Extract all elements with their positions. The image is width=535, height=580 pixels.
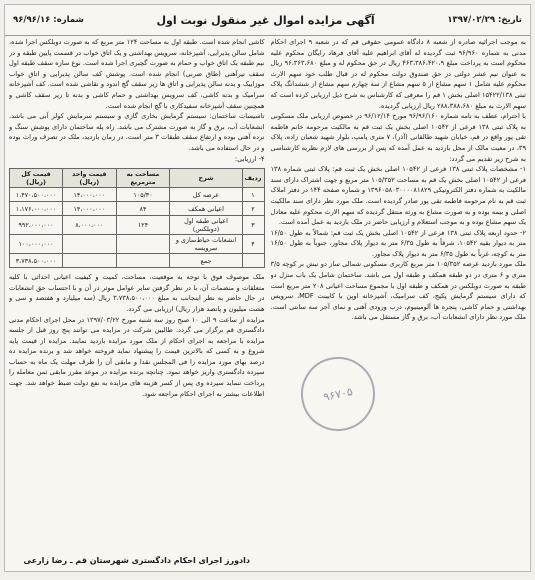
table-cell: ۱۴،۰۰۰،۰۰۰	[63, 188, 117, 202]
table-cell: ۳،۷۳۸،۵۰۰،۰۰۰	[10, 254, 63, 268]
column-header: مساحت به مترمربع	[116, 169, 170, 188]
table-cell: انشعابات حیاط‌سازی و سرویسه	[170, 235, 242, 254]
table-cell	[63, 254, 117, 268]
paragraph: کاشی انجام شده است. طبقه اول به مساحت ۱۲۴ متر مربع که به صورت دوبلکس اجرا شده، شامل سالن پذیرایی، آشپزخانه، سرویس بهداشتی و یک اتاق خواب در قسمت پایین طبقه و در نیم طبقه یک اتاق خواب و حمام به صورت گچبری اجرا شده است. نوع سازه سقف طبقه اول سقف تیرآهنی (طاق ضربی) انجام شده است. پوشش کف سالن پذیرایی و اتاق خواب موزاییک و بدنه سالن پذیرایی و اتاق ها زیر سقف گچ اندود و نقاشی شده است. کف آشپزخانه سرامیک و بدنه کاشی، کف سرویس بهداشتی و حمام کاشی و بدنه تا زیر سقف کاشی و همچنین سقف آشپزخانه سفیدکاری با گچ انجام شده است.	[9, 38, 265, 110]
table-row	[10, 216, 265, 235]
paragraph: ملک مورد بازدید عرصه ۱۰۵/۳۵۲ متر مربع کاربری مسکونی شمالی ساز دو نبش بر کوچه ۳/۵ متری و ۶ متری در دو طبقه همکف و طبقه اول می باشد. ساختمان شامل یک باب منزل دو طبقه به صورت دوبلکس در همکف و طبقه اول با مجموع مساحت اعیانی ۲۰۸ متر مربع است که دارای سیستم گرمایش پکیج، کف سرامیک، آشپزخانه اوپن با کابینت MDF، سرویس بهداشتی و حمام کاشی، پنجره ها آلومینیوم، درب ورودی آهنی و نمای آجر سه سانتی است. ملک مورد نظر دارای انشعابات آب، برق و گاز مستقل می باشد.	[270, 260, 526, 322]
appraisal-heading: ۴- ارزیابی:	[234, 154, 265, 163]
table-cell: ۱،۴۷۰،۵۰۰،۰۰۰	[10, 188, 63, 202]
table-row	[10, 235, 265, 254]
paragraph: تاسیسات ساختمان: سیستم گرمایش بخاری گازی و سیستم سرمایش کولر آبی می باشد. انشعابات آب، برق و گاز به صورت مشترک می باشد. راه پله ساختمان دارای پوشش سنگ و نرده آهنی بوده و ارتفاع سقف طبقات ۳ متر است. در زمان بازدید، ملک در تصرف وراث بوده و در حال استفاده می باشد.	[9, 112, 265, 152]
right-column	[271, 37, 527, 567]
paragraph: ملک موصوف فوق با توجه به موقعیت، مساحت، کمیت و کیفیت اعیانی احداثی با کلیه متعلقات و منضمات آن، با در نظر گرفتن سایر عوامل موثر در آن و با احتساب حق انشعابات در حال حاضر به نظر اینجانب به مبلغ ۳،۷۳۸،۵۰۰،۰۰۰ ریال (سه میلیارد و هفتصد و سی و هشت میلیون و پانصد هزار ریال) ارزیابی می گردد.	[9, 273, 265, 313]
official-stamp: ۹۶۷۰۵	[294, 350, 382, 438]
paragraph: با احترام، عطف به نامه شماره ۹۶/۹۶/۱۶۰ مورخ ۹۶/۱۲/۱۴ در خصوص ارزیابی ملک مسکونی به پلاک ثبتی ۱۳۸ فرعی از ۱۰۵۴۲ اصلی بخش یک ثبت قم به مالکیت مرحومه خانم فاطمه تقی پور واقع در قم، خیابان شهید طالقانی (آذر)، ۷ متری پامپ، بلوار شهید شعبان زاده، پلاک ۳۹، در معیت مالک از محل بازدید به عمل آمده که پس از بررسی های لازم نظریه کارشناسی به شرح زیر تقدیم می گردد:	[270, 112, 526, 163]
table-cell: ۲	[242, 202, 264, 216]
column-header: شرح	[170, 169, 242, 188]
table-cell: ۱	[242, 188, 264, 202]
column-header: قیمت واحد (ریال)	[63, 169, 117, 188]
paragraph: مزایده از ساعت ۹ الی ۱۰ صبح روز سه شنبه مورخ ۱۳۹۷/۰۳/۲۲ در محل اجرای احکام مدنی دادگستری قم برگزار می گردد. طالبین شرکت در مزایده می توانند پنج روز قبل از جلسه مزایده با مراجعه به اجرای احکام از ملک مورد مزایده بازدید نمایند. مزایده از قیمت پایه شروع و به کسی که بالاترین قیمت را پیشنهاد نماید فروخته خواهد شد و برنده مزایده ده درصد بهای مورد مزایده را فی المجلس نقدا و مابقی آن را ظرف مهلت یک ماه به حساب سپرده دادگستری واریز خواهد نمود. چنانچه برنده مزایده در موعد مقرر مابقی ثمن معامله را پرداخت ننماید سپرده وی پس از کسر هزینه های مزایده به نفع دولت ضبط خواهد شد. جهت اطلاعات بیشتر به اجرای احکام مراجعه شود.	[9, 315, 265, 398]
column-header: قیمت کل (ریال)	[10, 169, 63, 188]
table-cell	[63, 235, 117, 254]
left-column-text-bottom	[9, 272, 265, 399]
table-cell: ۱۴،۰۰۰،۰۰۰	[63, 202, 117, 216]
table-cell	[116, 254, 170, 268]
table-row	[10, 188, 265, 202]
table-cell: جمع	[170, 254, 242, 268]
column-header: ردیف	[242, 169, 264, 188]
notice-title: آگهی مزایده اموال غیر منقول نوبت اول	[156, 13, 375, 27]
notice-date: تاریخ: ۱۳۹۷/۰۲/۲۹	[447, 15, 522, 25]
paragraph: ۱- مشخصات پلاک ثبتی ۱۳۸ فرعی از ۱۰۵۴۲ اصلی بخش یک ثبت قم: پلاک ثبتی شماره ۱۳۸ فرعی از ۱۰۵۴۲ اصلی بخش یک قم به مساحت ۱۰۵/۳۵۲ متر مربع و جهت اشتراک دارای سند مالکیت به شماره دفتر الکترونیکی ۱۳۹۶۰۵۸۰۳۰۰۰۰۸۱۸۲۹ و شماره صفحه ۱۴۴ در دفتر املاک ثبت قم به نام مرحومه فاطمه تقی پور صادر گردیده است. ملک مورد نظر دارای سند مالکیت اصلی و بیمه بوده و به صورت مشاع به ورثه منتقل گردیده که سهم الارث محکوم علیه معادل یک سهم مشاع بوده و به موجب استعلام و ارزیابی حاضر در ملک بازدید به عمل آمده است.	[270, 165, 526, 227]
table-row	[10, 202, 265, 216]
left-column-text-top	[9, 37, 265, 164]
table-cell: ۸۴	[116, 202, 170, 216]
table-cell	[116, 235, 170, 254]
table-cell: ۴	[242, 235, 264, 254]
table-cell: اعیانی طبقه اول (دوبلکس)	[170, 216, 242, 235]
notice-columns	[9, 37, 526, 567]
appraisal-table	[9, 168, 265, 268]
paragraph: به موجب اجرائیه صادره از شعبه ۸ دادگاه عمومی حقوقی قم که در شعبه ۹ اجرای احکام مدنی به شماره ۹۶/۹۶۰ ثبت گردیده له آقای ابراهیم علیه آقای فرهاد رایگان محکوم علیه محکوم است به پرداخت مبلغ ۴۶۳،۳۸۶،۴۲۰،۹ ریال در حق محکوم له و مبلغ ۹۶،۳۶۳،۶۸۰ ریال به عنوان نیم عشر دولتی در حق صندوق دولت محکوم له در قبال طلب خود سهم الارث محکوم علیه شامل ۱ سهم مشاع از ۵ سهم مشاع از سه چهارم سهم مشاع از ششدانگ پلاک ثبتی ۱۵۴۲۲/۱۳۸ اصلی بخش ۱ قم را معرفی که کارشناس به شرح ذیل ارزیابی کرده است که سهم الارث به مبلغ ۲۸۸،۳۸۸،۶۸۰ ریال ارزیابی گردیده.	[270, 38, 526, 110]
table-cell: ۱،۱۷۶،۰۰۰،۰۰۰	[10, 202, 63, 216]
right-column-text	[271, 37, 527, 323]
table-cell: ۹۹۲،۰۰۰،۰۰۰	[10, 216, 63, 235]
table-cell: عرصه کل	[170, 188, 242, 202]
newspaper-notice	[4, 4, 531, 572]
signature-line: دادورز اجرای احکام دادگستری شهرستان قم ـ رضا زارعی	[23, 556, 250, 565]
notice-number: شماره: ۹۶/۹۶/۱۶	[13, 15, 84, 25]
paragraph: ۲- حدود اربعه پلاک ثبتی ۱۳۸ فرعی از ۱۰۵۴۲ اصلی بخش یک ثبت قم: شمالاً به طول ۱۶/۵۰ متر به دیوار بقیه ۱۰۵۴۲، شرقاً به طول ۶/۳۵ متر به دیوار پلاک مجاور، جنوباً به طول ۱۶/۵۰ متر به کوچه، غرباً به طول ۶/۳۵ متر به دیوار پلاک مجاور.	[270, 228, 526, 258]
table-header-row	[10, 169, 265, 188]
left-column	[9, 37, 265, 567]
table-cell: ۱۰۰،۰۰۰،۰۰۰	[10, 235, 63, 254]
table-total-row	[10, 254, 265, 268]
table-cell: ۳	[242, 216, 264, 235]
table-cell: اعیانی همکف	[170, 202, 242, 216]
table-cell: ۸،۰۰۰،۰۰۰	[63, 216, 117, 235]
table-cell: ۱۲۴	[116, 216, 170, 235]
notice-header	[5, 5, 530, 36]
table-cell: ۱۰۵/۳۰	[116, 188, 170, 202]
table-cell	[242, 254, 264, 268]
